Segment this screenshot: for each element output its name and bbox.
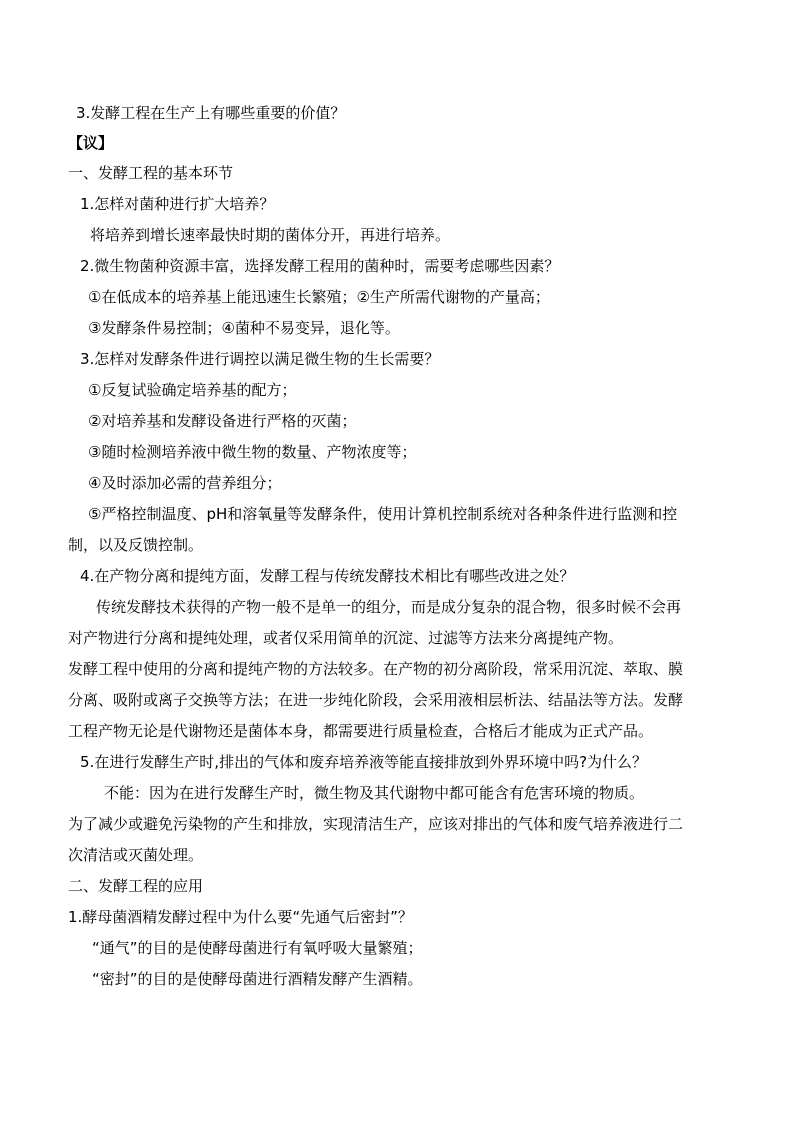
answer-2-line-1: ①在低成本的培养基上能迅速生长繁殖；②生产所需代谢物的产量高；: [88, 288, 550, 306]
answer-4-para-2-line-1: 发酵工程中使用的分离和提纯产物的方法较多。在产物的初分离阶段，常采用沉淀、萃取、膜: [68, 660, 684, 678]
answer-4-para-1-line-1: 传统发酵技术获得的产物一般不是单一的组分，而是成分复杂的混合物，很多时候不会再: [96, 598, 682, 616]
answer-1: 将培养到增长速率最快时期的菌体分开，再进行培养。: [90, 226, 451, 244]
answer-5-line-3: 次清洁或灭菌处理。: [68, 846, 204, 864]
answer-3-item-4: ④及时添加必需的营养组分；: [88, 474, 282, 492]
answer-3-item-1: ①反复试验确定培养基的配方；: [88, 381, 297, 399]
question-4-separation: 4.在产物分离和提纯方面，发酵工程与传统发酵技术相比有哪些改进之处？: [80, 567, 575, 585]
answer-3-item-5-line-1: ⑤严格控制温度、pH和溶氧量等发酵条件，使用计算机控制系统对各种条件进行监测和控: [88, 505, 678, 523]
answer-4-para-2-line-3: 工程产物无论是代谢物还是菌体本身，都需要进行质量检查，合格后才能成为正式产品。: [68, 722, 654, 740]
heading-basic-steps: 一、发酵工程的基本环节: [68, 164, 234, 182]
section-discuss-heading: 【议】: [68, 134, 114, 152]
answer-4-para-2-line-2: 分离、吸附或离子交换等方法；在进一步纯化阶段，会采用液相层析法、结晶法等方法。发酵: [68, 691, 684, 709]
answer-5-line-2: 为了减少或避免污染物的产生和排放，实现清洁生产，应该对排出的气体和废气培养液进行二: [68, 815, 684, 833]
answer-3-item-2: ②对培养基和发酵设备进行严格的灭菌；: [88, 412, 357, 430]
question-2-strain-factors: 2.微生物菌种资源丰富，选择发酵工程用的菌种时，需要考虑哪些因素？: [80, 257, 560, 275]
question-3-conditions: 3.怎样对发酵条件进行调控以满足微生物的生长需要？: [80, 350, 440, 368]
question-5-discharge: 5.在进行发酵生产时,排出的气体和废弃培养液等能直接排放到外界环境中吗?为什么？: [80, 753, 648, 771]
question-3-value: 3.发酵工程在生产上有哪些重要的价值？: [76, 104, 346, 122]
answer-5-line-1: 不能：因为在进行发酵生产时，微生物及其代谢物中都可能含有危害环境的物质。: [104, 784, 645, 802]
question-1-expand-culture: 1.怎样对菌种进行扩大培养？: [80, 195, 275, 213]
answer-yeast-ventilate: “通气”的目的是使酵母菌进行有氧呼吸大量繁殖；: [92, 939, 423, 957]
question-yeast-fermentation: 1.酵母菌酒精发酵过程中为什么要“先通气后密封”？: [68, 908, 413, 926]
answer-4-para-1-line-2: 对产物进行分离和提纯处理，或者仅采用简单的沉淀、过滤等方法来分离提纯产物。: [68, 629, 624, 647]
answer-2-line-2: ③发酵条件易控制；④菌种不易变异，退化等。: [88, 319, 400, 337]
answer-yeast-seal: “密封”的目的是使酵母菌进行酒精发酵产生酒精。: [92, 970, 423, 988]
heading-applications: 二、发酵工程的应用: [68, 877, 204, 895]
answer-3-item-3: ③随时检测培养液中微生物的数量、产物浓度等；: [88, 443, 417, 461]
answer-3-item-5-line-2: 制，以及反馈控制。: [68, 536, 204, 554]
